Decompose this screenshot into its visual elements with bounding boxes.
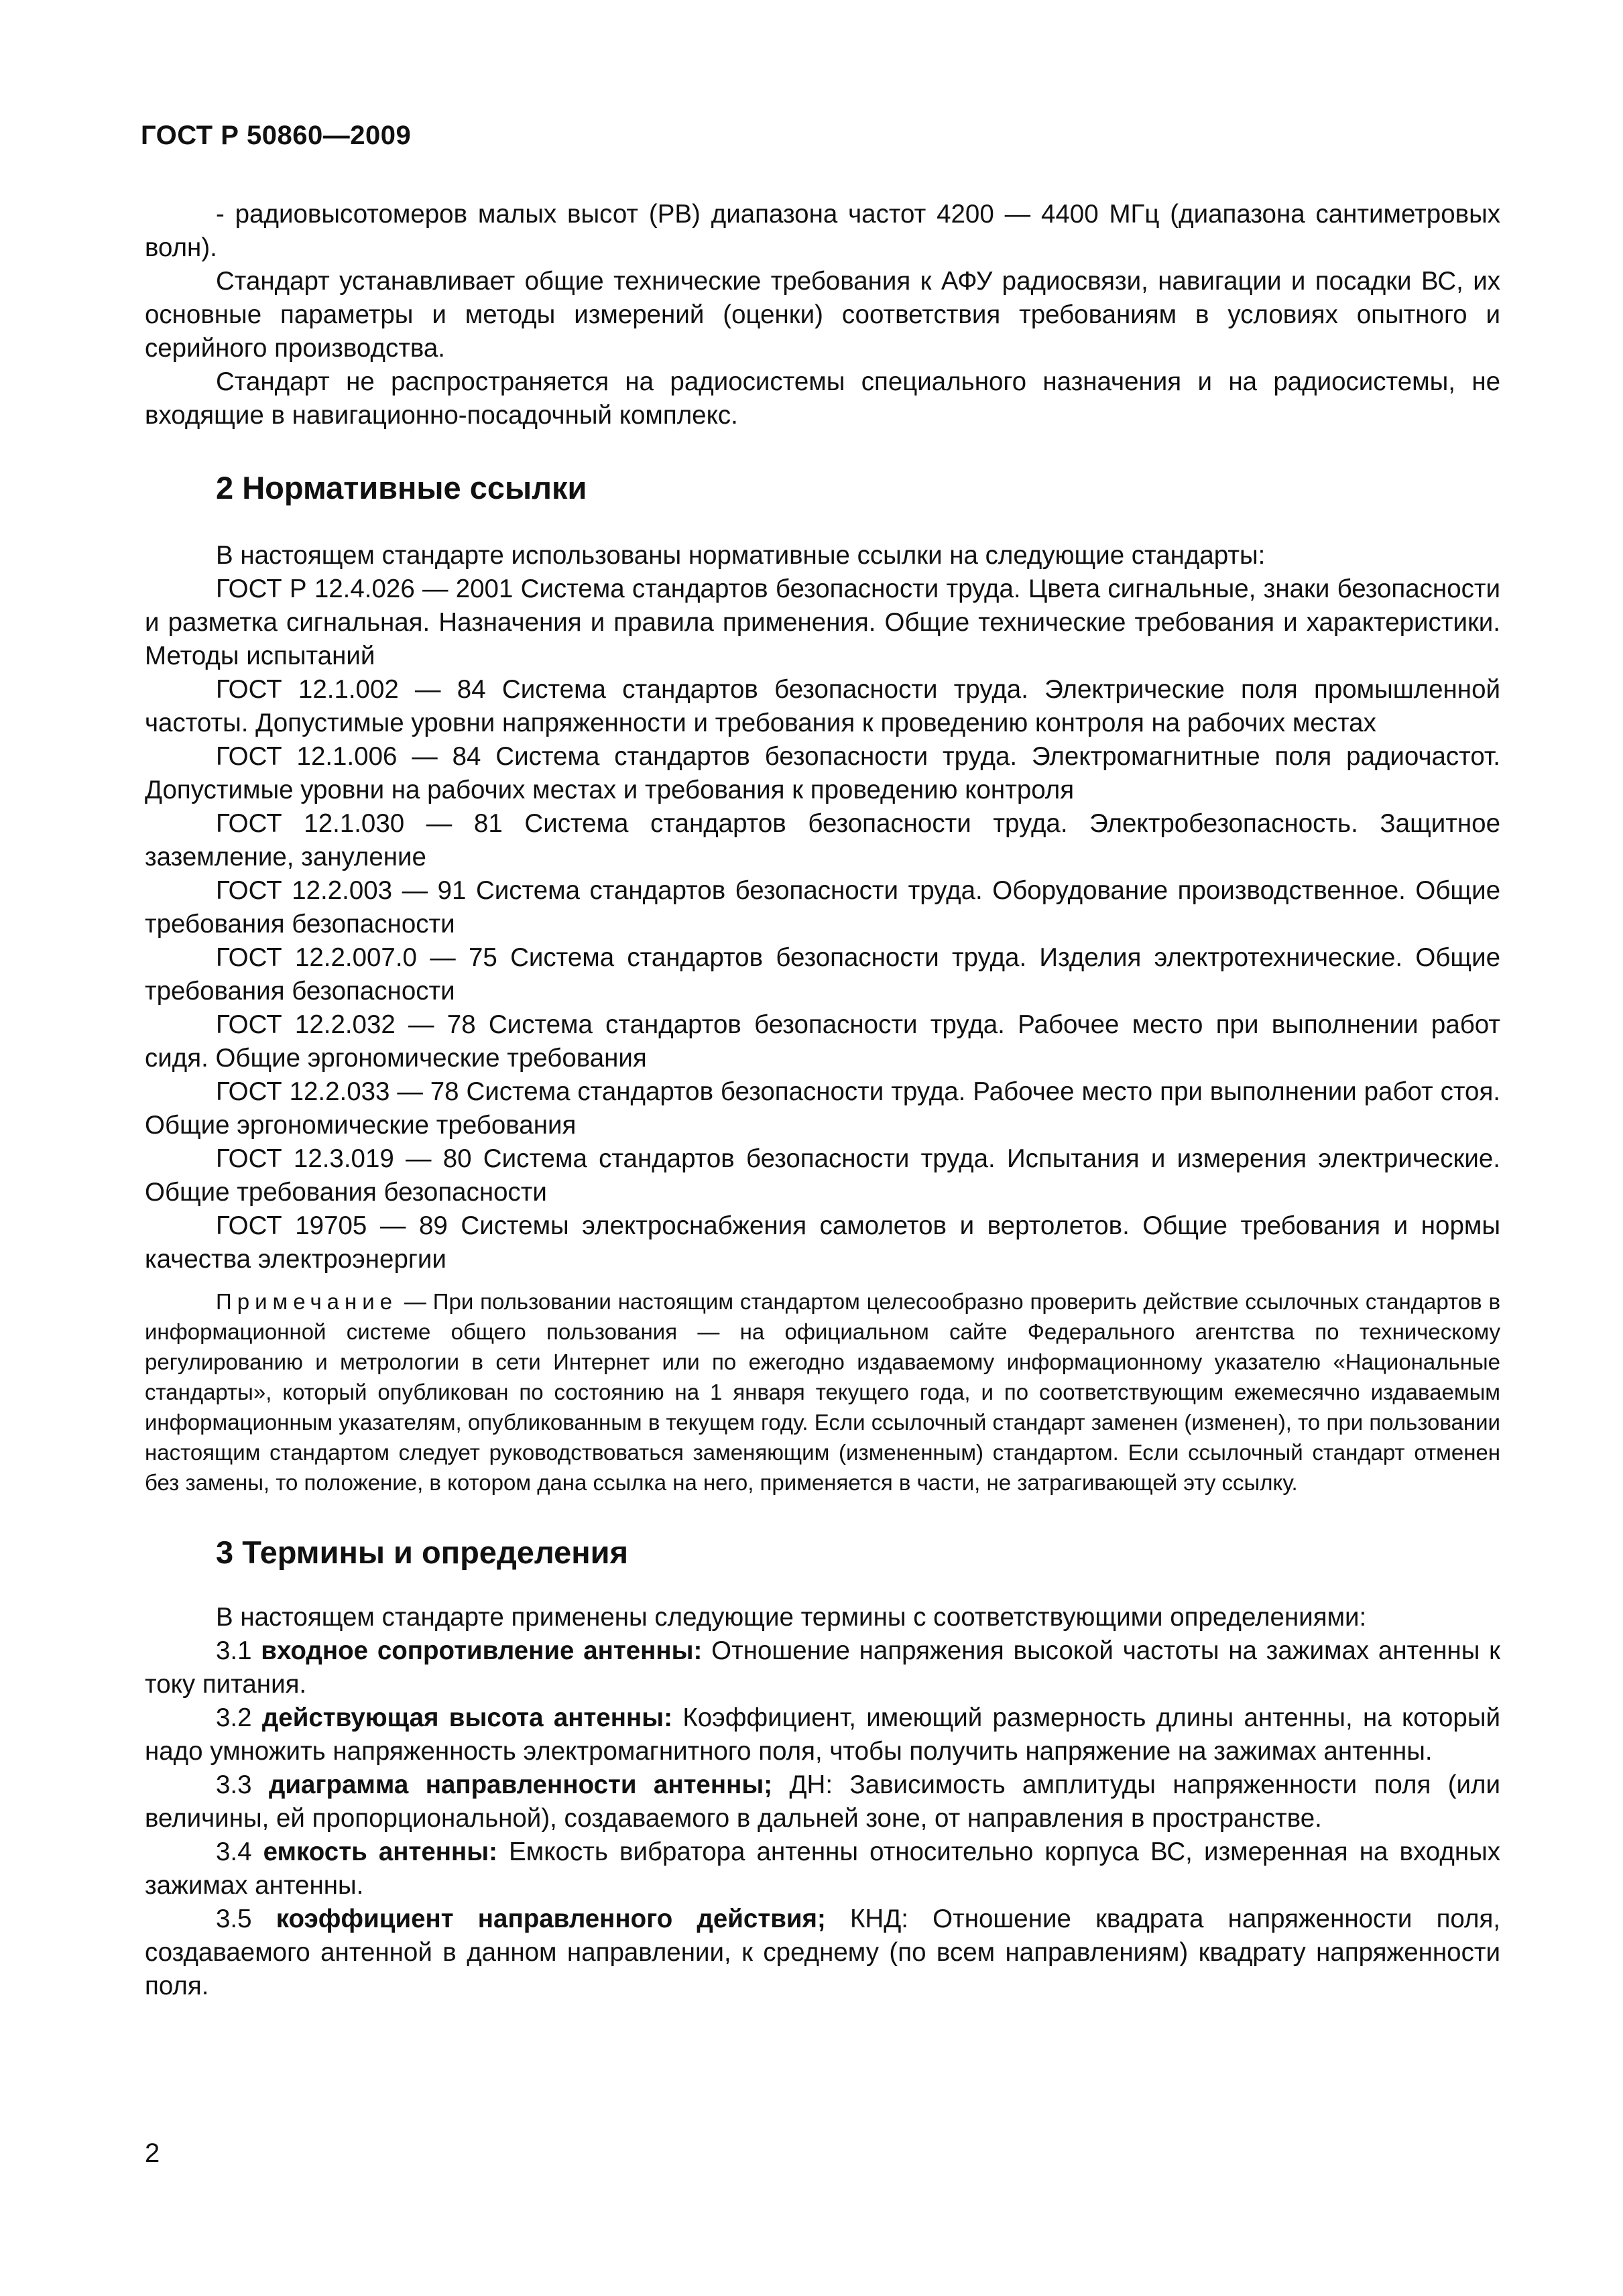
term-text: Коэффициент, имеющий размерность длины антенны, на который надо умножить напряженность электромагнитного поля, чтобы получить напряжение на зажимах антенны. — [145, 1703, 1500, 1766]
term-definition — [145, 1634, 1500, 1701]
term-definition — [145, 1701, 1500, 1768]
reference-item: ГОСТ 12.3.019 — 80 Система стандартов безопасности труда. Испытания и измерения электрические. Общие требования безопасности — [145, 1144, 1500, 1207]
note-paragraph — [145, 1286, 1500, 1498]
term-text: Емкость вибратора антенны относительно корпуса ВС, измеренная на входных зажимах антенны. — [145, 1837, 1501, 1900]
term-text: ДН: Зависимость амплитуды напряженности поля (или величины, ей пропорциональной), создаваемого в дальней зоне, от направления в пространстве. — [145, 1770, 1500, 1833]
term-number: 3.4 — [216, 1837, 263, 1866]
intro-paragraph-2: Стандарт устанавливает общие технические требования к АФУ радиосвязи, навигации и посадки ВС, их основные параметры и методы измерений (оценки) соответствия требованиям в условиях опытного и серийного производства. — [145, 267, 1500, 363]
intro-paragraph-1: - радиовысотомеров малых высот (РВ) диапазона частот 4200 — 4400 МГц (диапазона сантиметровых волн). — [145, 200, 1500, 262]
reference-item: ГОСТ 12.2.007.0 — 75 Система стандартов безопасности труда. Изделия электротехнические. Общие требования безопасности — [145, 943, 1500, 1006]
term-name: действующая высота антенны: — [261, 1703, 673, 1732]
intro-paragraph-3: Стандарт не распространяется на радиосистемы специального назначения и на радиосистемы, не входящие в навигационно-посадочный комплекс. — [145, 367, 1500, 430]
term-name: емкость антенны: — [263, 1837, 497, 1866]
term-number: 3.5 — [216, 1905, 276, 1933]
page-content — [145, 198, 1500, 2003]
term-text: Отношение напряжения высокой частоты на зажимах антенны к току питания. — [145, 1636, 1500, 1699]
term-definition — [145, 1902, 1500, 2003]
term-name: коэффициент направленного действия; — [276, 1905, 826, 1933]
section-2-heading: 2 Нормативные ссылки — [216, 470, 587, 505]
note-block — [145, 1286, 1500, 1498]
note-text: — При пользовании настоящим стандартом целесообразно проверить действие ссылочных стандартов в информационной системе общего пользования — на официальном сайте Федерального агентства по техническому регулированию и метрологии в сети Интернет или по ежегодно издаваемому информационному указателю «Национальные стандарты», который опубликован по состоянию на 1 января текущего года, и по соответствующим ежемесячно издаваемым информационным указателям, опубликованным в текущем году. Если ссылочный стандарт заменен (изменен), то при пользовании настоящим стандартом следует руководствоваться заменяющим (измененным) стандартом. Если ссылочный стандарт отменен без замены, то положение, в котором дана ссылка на него, применяется в части, не затрагивающей эту ссылку. — [145, 1289, 1500, 1495]
term-definition — [145, 1768, 1500, 1835]
reference-item: ГОСТ 12.1.030 — 81 Система стандартов безопасности труда. Электробезопасность. Защитное заземление, зануление — [145, 809, 1500, 871]
reference-item: ГОСТ 12.2.032 — 78 Система стандартов безопасности труда. Рабочее место при выполнении работ сидя. Общие эргономические требования — [145, 1010, 1500, 1073]
term-name: диаграмма направленности антенны; — [268, 1770, 773, 1799]
term-name: входное сопротивление антенны: — [261, 1636, 703, 1665]
terms-intro: В настоящем стандарте применены следующие термины с соответствующими определениями: — [216, 1603, 1367, 1632]
section-3-heading: 3 Термины и определения — [216, 1534, 628, 1570]
reference-item: ГОСТ 12.2.033 — 78 Система стандартов безопасности труда. Рабочее место при выполнении работ стоя. Общие эргономические требования — [145, 1077, 1500, 1140]
term-number: 3.1 — [216, 1636, 261, 1665]
reference-item: ГОСТ 12.2.003 — 91 Система стандартов безопасности труда. Оборудование производственное. Общие требования безопасности — [145, 876, 1500, 939]
term-definition — [145, 1835, 1500, 1902]
term-number: 3.2 — [216, 1703, 262, 1732]
term-number: 3.3 — [216, 1770, 269, 1799]
reference-item: ГОСТ 12.1.006 — 84 Система стандартов безопасности труда. Электромагнитные поля радиочастот. Допустимые уровни на рабочих местах и требования к проведению контроля — [145, 742, 1500, 804]
note-label: Примечание — [216, 1289, 398, 1314]
page-number: 2 — [145, 2138, 160, 2168]
document-id-header: ГОСТ Р 50860—2009 — [141, 121, 412, 150]
references-intro: В настоящем стандарте использованы нормативные ссылки на следующие стандарты: — [216, 541, 1266, 570]
reference-item: ГОСТ 19705 — 89 Системы электроснабжения самолетов и вертолетов. Общие требования и нормы качества электроэнергии — [145, 1211, 1500, 1274]
reference-item: ГОСТ Р 12.4.026 — 2001 Система стандартов безопасности труда. Цвета сигнальные, знаки безопасности и разметка сигнальная. Назначения и правила применения. Общие технические требования и характеристики. Методы испытаний — [145, 575, 1500, 670]
reference-item: ГОСТ 12.1.002 — 84 Система стандартов безопасности труда. Электрические поля промышленной частоты. Допустимые уровни напряженности и требования к проведению контроля на рабочих местах — [145, 675, 1500, 737]
term-text: КНД: Отношение квадрата напряженности поля, создаваемого антенной в данном направлении, к среднему (по всем направлениям) квадрату напряженности поля. — [145, 1905, 1500, 2000]
